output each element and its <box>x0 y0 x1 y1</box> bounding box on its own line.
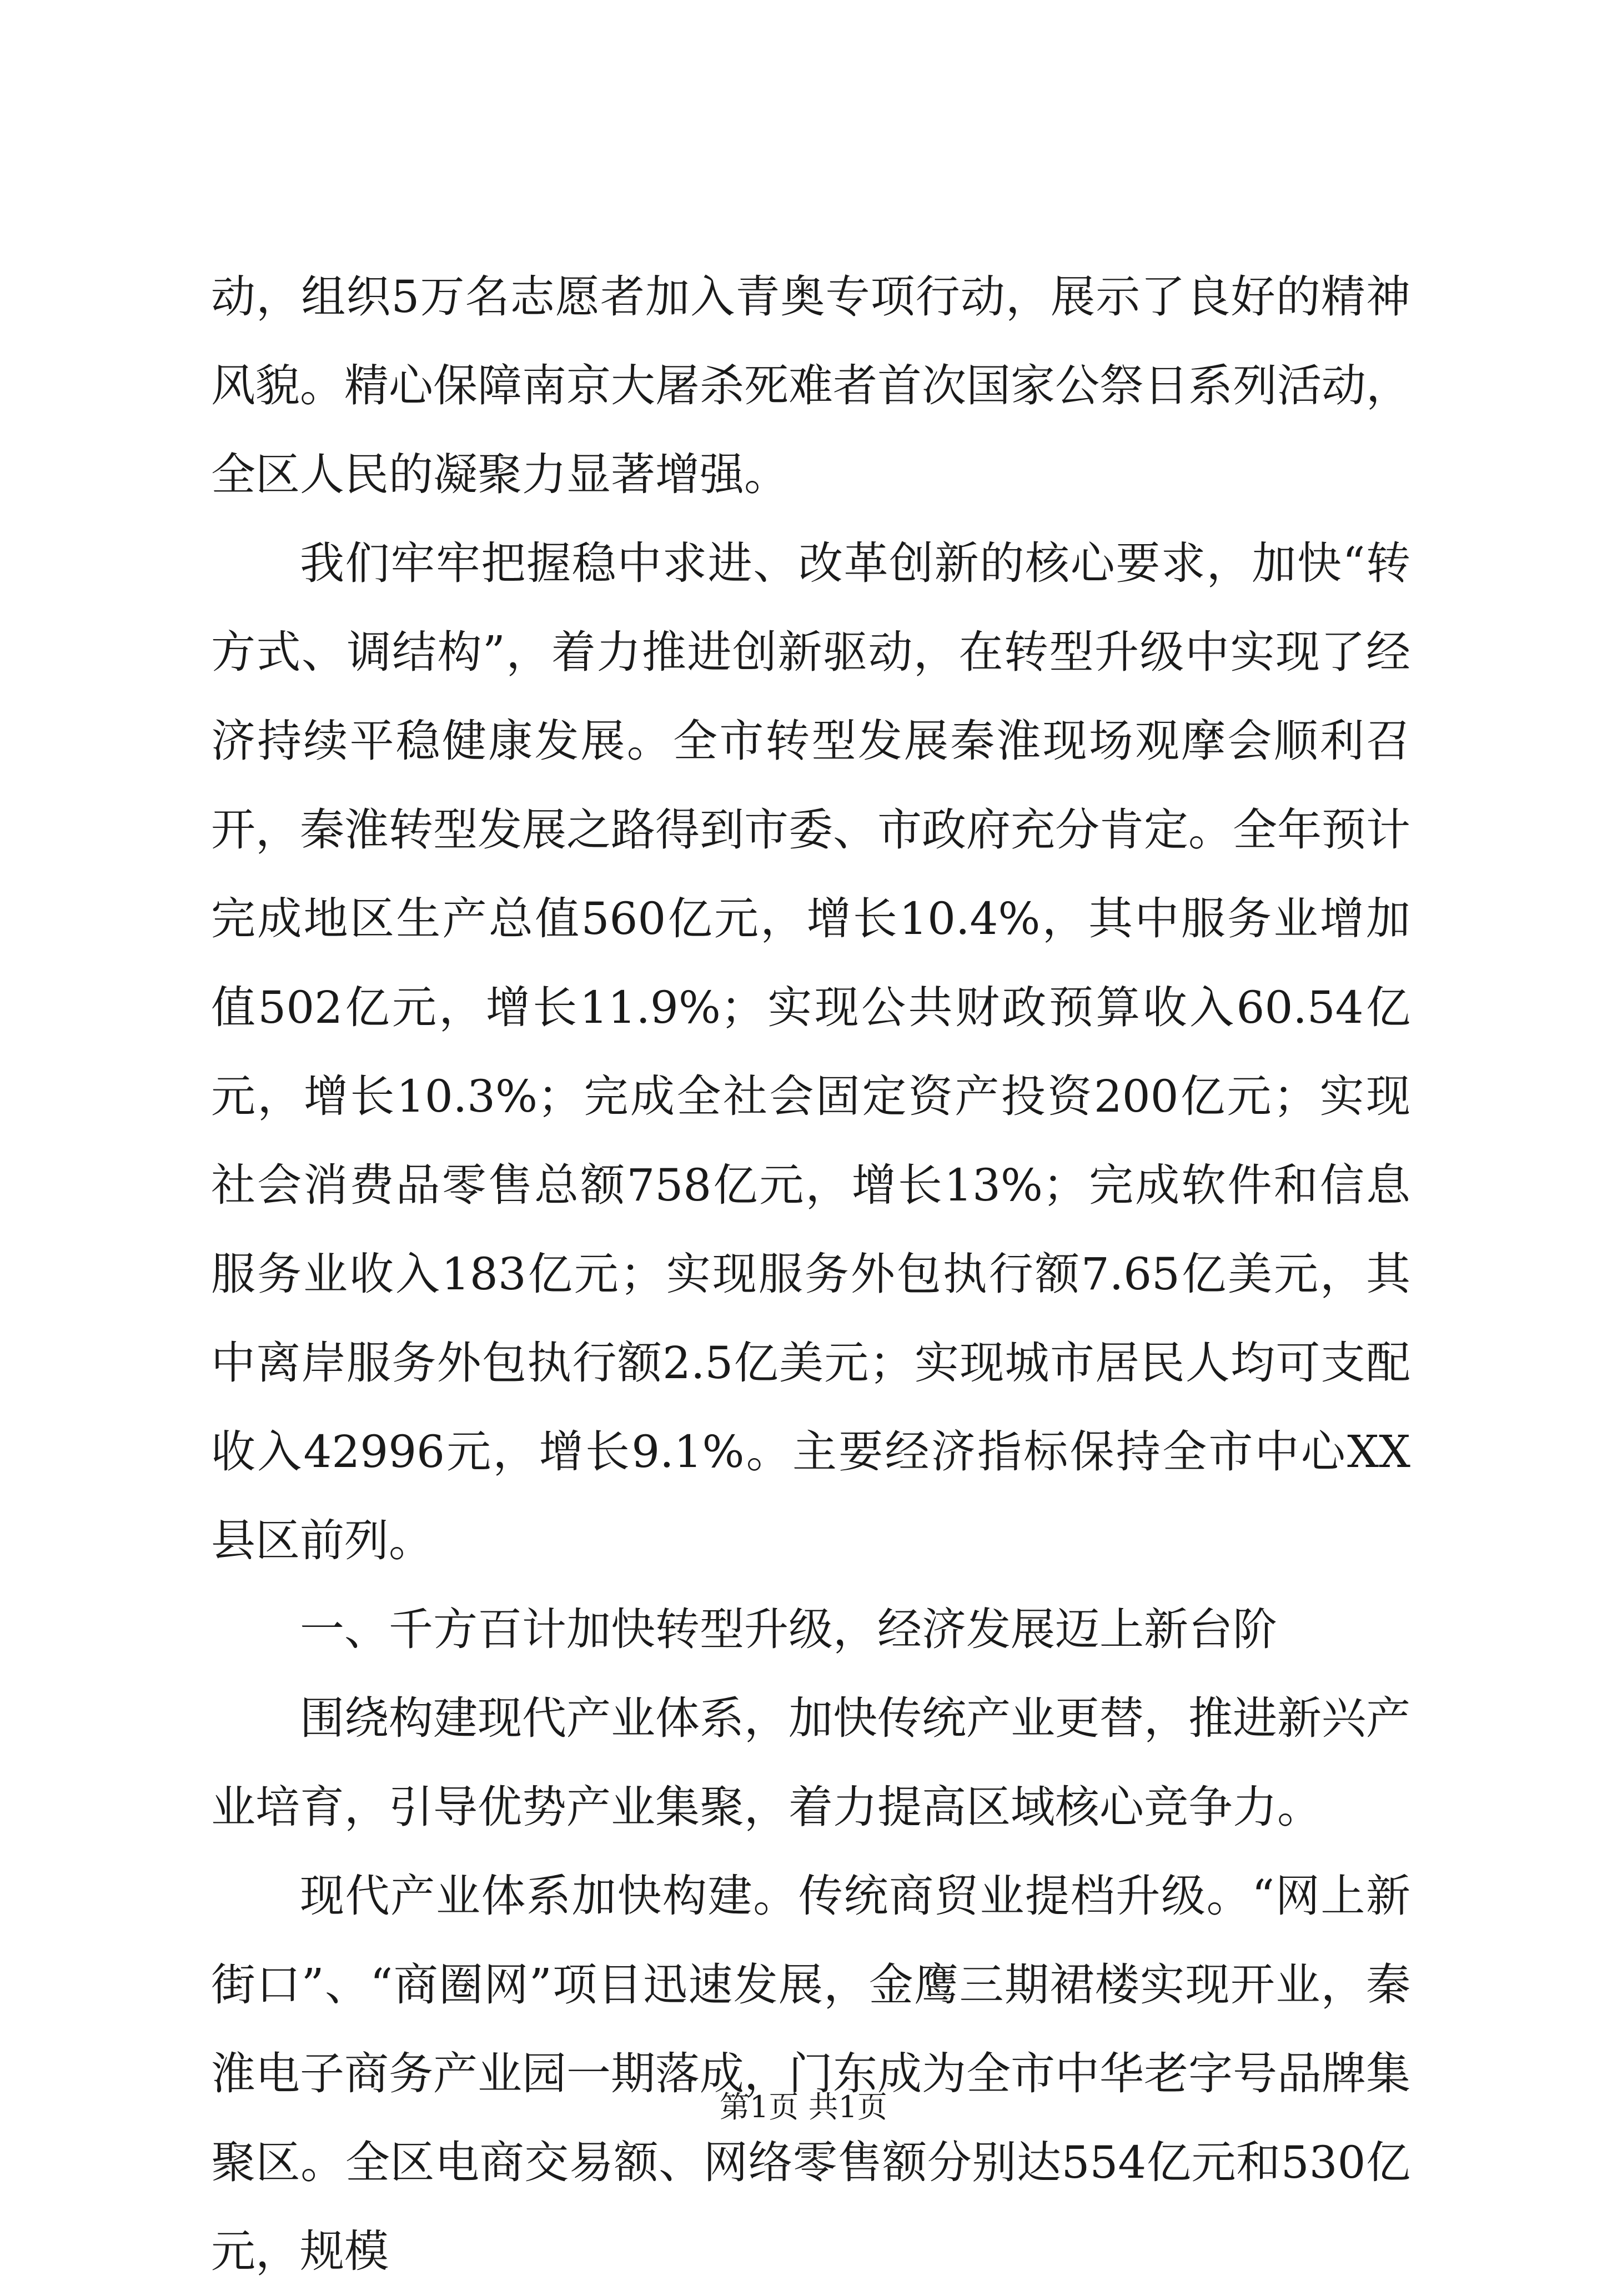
section-heading: 一、千方百计加快转型升级，经济发展迈上新台阶 <box>300 1604 1277 1655</box>
document-body <box>211 253 1410 2296</box>
page-footer <box>0 2088 1607 2127</box>
page-number-label: 第1页 共1页 <box>720 2089 887 2124</box>
paragraph-3: 围绕构建现代产业体系，加快传统产业更替，推进新兴产业培育，引导优势产业集聚，着力提高区域核心竞争力。 <box>211 1692 1410 1833</box>
paragraph-4: 现代产业体系加快构建。传统商贸业提档升级。“网上新街口”、“商圈网”项目迅速发展，金鹰三期裙楼实现开业，秦淮电子商务产业园一期落成，门东成为全市中华老字号品牌集聚区。全区电商交易额、网络零售额分别达554亿元和530亿元，规模 <box>211 1870 1410 2277</box>
paragraph-2: 我们牢牢把握稳中求进、改革创新的核心要求，加快“转方式、调结构”，着力推进创新驱动，在转型升级中实现了经济持续平稳健康发展。全市转型发展秦淮现场观摩会顺利召开，秦淮转型发展之路得到市委、市政府充分肯定。全年预计完成地区生产总值560亿元，增长10.4%，其中服务业增加值502亿元，增长11.9%；实现公共财政预算收入60.54亿元，增长10.3%；完成全社会固定资产投资200亿元；实现社会消费品零售总额758亿元，增长13%；完成软件和信息服务业收入183亿元；实现服务外包执行额7.65亿美元，其中离岸服务外包执行额2.5亿美元；实现城市居民人均可支配收入42996元，增长9.1%。主要经济指标保持全市中心XX县区前列。 <box>211 537 1410 1566</box>
paragraph-1: 动，组织5万名志愿者加入青奥专项行动，展示了良好的精神风貌。精心保障南京大屠杀死难者首次国家公祭日系列活动，全区人民的凝聚力显著增强。 <box>211 271 1410 500</box>
